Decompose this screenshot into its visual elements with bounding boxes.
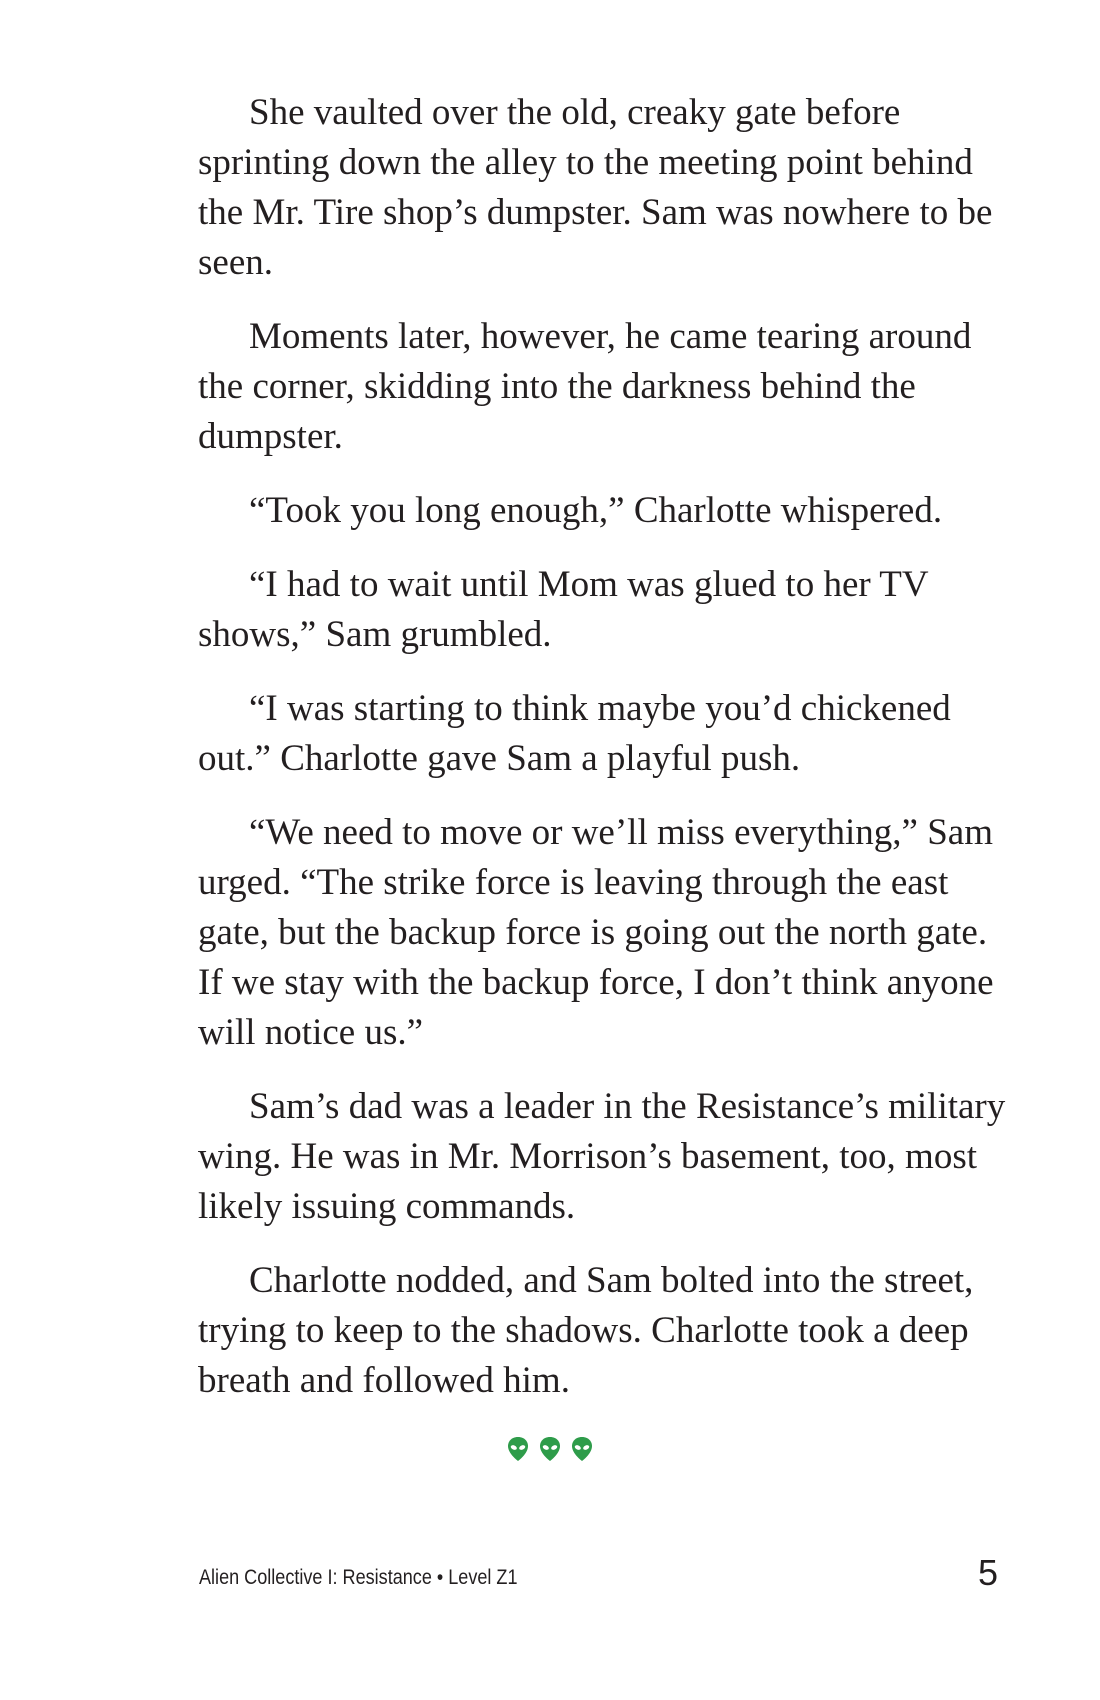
paragraph-5: “I was starting to think maybe you’d chickened out.” Charlotte gave Sam a playful push. xyxy=(198,688,951,779)
paragraph-4: “I had to wait until Mom was glued to her TV shows,” Sam grumbled. xyxy=(198,564,928,655)
paragraph-7: Sam’s dad was a leader in the Resistance’s military wing. He was in Mr. Morrison’s basement, too, most likely issuing commands. xyxy=(198,1086,1006,1227)
page-number: 5 xyxy=(977,1552,998,1593)
paragraph-6: “We need to move or we’ll miss everything,” Sam urged. “The strike force is leaving through the east gate, but the backup force is going out the north gate. If we stay with the backup force, I don’t think anyone will notice us.” xyxy=(198,812,994,1053)
alien-head-icon xyxy=(571,1436,593,1462)
paragraph-1: She vaulted over the old, creaky gate before sprinting down the alley to the meeting point behind the Mr. Tire shop’s dumpster. Sam was nowhere to be seen. xyxy=(198,92,993,283)
section-separator xyxy=(0,1436,1100,1462)
story-text xyxy=(198,88,1010,1430)
footer-book-title: Alien Collective I: Resistance • Level Z1 xyxy=(199,1566,518,1589)
paragraph-2: Moments later, however, he came tearing around the corner, skidding into the darkness behind the dumpster. xyxy=(198,316,972,457)
paragraph-8: Charlotte nodded, and Sam bolted into the street, trying to keep to the shadows. Charlotte took a deep breath and followed him. xyxy=(198,1260,974,1401)
paragraph-3: “Took you long enough,” Charlotte whispered. xyxy=(249,490,943,531)
alien-head-icon xyxy=(507,1436,529,1462)
alien-head-icon xyxy=(539,1436,561,1462)
